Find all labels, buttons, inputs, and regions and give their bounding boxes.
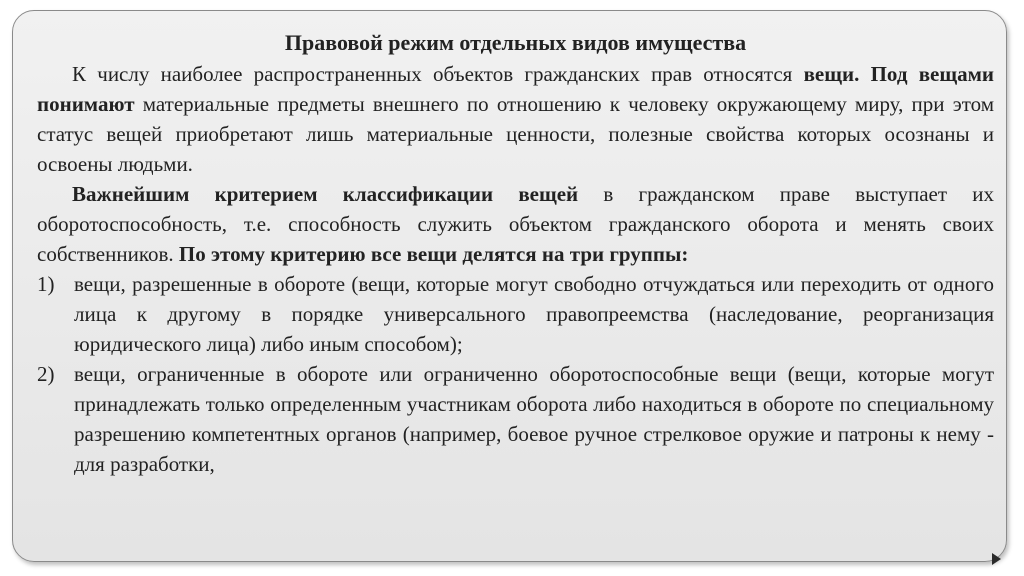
paragraph-definition (37, 59, 994, 179)
paragraph-text (859, 62, 870, 86)
bold-term: вещи. (803, 62, 860, 86)
paragraph-text: К числу наиболее распространенных объектов гражданских прав относятся (72, 62, 804, 86)
slide-content (37, 28, 994, 479)
paragraph-text: материальные предметы внешнего по отношению к человеку окружающему миру, при этом статус вещей приобретают лишь материальные ценности, полезные свойства которых осознаны и освоены людьми. (37, 92, 994, 176)
bold-term: Под вещами понимают (37, 62, 994, 116)
play-arrow-icon[interactable] (992, 553, 1001, 565)
list-item (37, 269, 994, 359)
list-text: вещи, разрешенные в обороте (вещи, которые могут свободно отчуждаться или переходить от одного лица к другому в порядке универсального правопреемства (наследование, реорганизация юридического лица) либо иным способом); (74, 272, 994, 356)
list-item (37, 359, 994, 479)
list-number: 2) (37, 362, 55, 386)
bold-term: По этому критерию все вещи делятся на три группы: (178, 242, 689, 266)
paragraph-text: в гражданском праве выступает их оборотоспособность, т.е. способность служить объектом гражданского оборота и менять своих собственников. (37, 182, 994, 266)
slide-title: Правовой режим отдельных видов имущества (284, 30, 747, 55)
bold-term: Важнейшим критерием классификации вещей (72, 182, 579, 206)
paragraph-criterion (37, 179, 994, 269)
list-text: вещи, ограниченные в обороте или ограниченно оборотоспособные вещи (вещи, которые могут принадлежать только определенным участникам оборота либо находиться в обороте по специальному разрешению компетентных органов (например, боевое ручное стрелковое оружие и патроны к нему - для разработки, (74, 362, 994, 476)
groups-list (37, 269, 994, 479)
list-number: 1) (37, 272, 55, 296)
